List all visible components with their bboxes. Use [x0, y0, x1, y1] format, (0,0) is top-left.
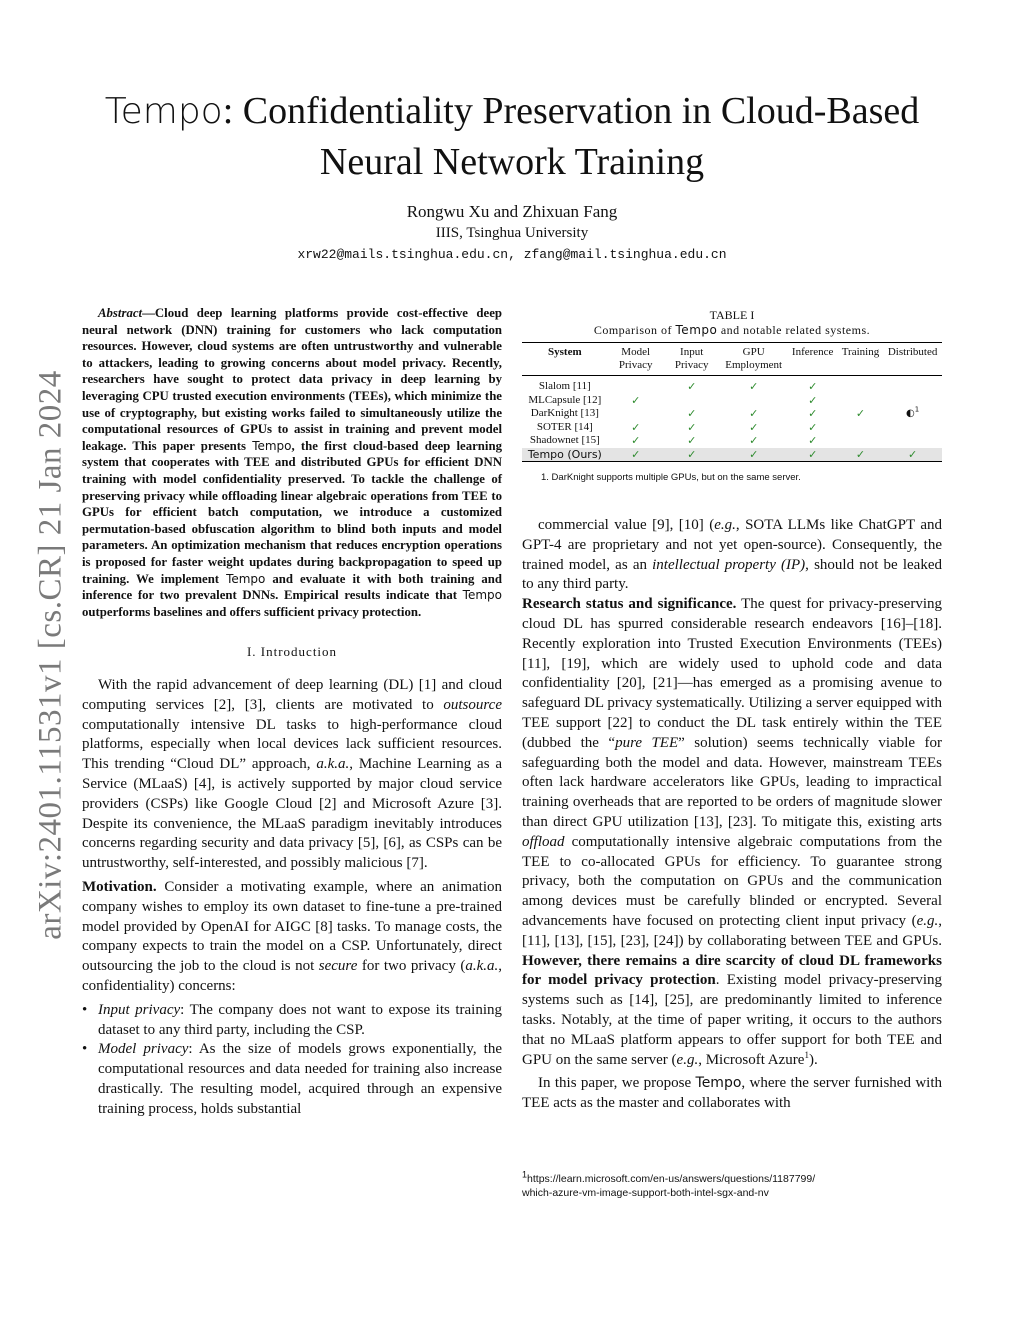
list-item: • Input privacy: The company does not want to expose its training dataset to any third party, including the CSP.	[96, 1001, 502, 1041]
table-header: GPU Employment	[725, 346, 783, 371]
right-paragraph-1: commercial value [9], [10] (e.g., SOTA LLMs like ChatGPT and GPT-4 are proprietary and not yet open-source). Consequently, the trained model, as an intellectual property (IP), should not be leaked to any third party.	[522, 517, 942, 593]
table-row-ours: Tempo (Ours) ✓ ✓ ✓ ✓ ✓ ✓	[522, 448, 942, 462]
comparison-table	[522, 342, 942, 462]
table-header: Input Privacy	[674, 346, 709, 371]
table-row: Shadownet [15] ✓ ✓ ✓ ✓	[529, 434, 818, 448]
table-caption: Comparison of Tempo and notable related systems.	[593, 323, 871, 337]
table-number: TABLE I	[709, 308, 755, 322]
affiliation: IIIS, Tsinghua University	[435, 225, 589, 241]
system-name: Tempo	[252, 438, 292, 453]
footnote-url-cont[interactable]: which-azure-vm-image-support-both-intel-sgx-and-nv	[522, 1187, 769, 1199]
table-header: System	[548, 346, 582, 358]
title-line2: Neural Network Training	[319, 141, 705, 183]
system-name: Tempo	[226, 571, 266, 586]
table-header-row	[522, 343, 942, 376]
half-circle-icon: ◐	[906, 408, 915, 420]
footnote-mark: 1	[522, 1169, 528, 1180]
research-status-heading: Research status and significance.	[522, 596, 737, 613]
table-header: Distributed	[887, 346, 938, 358]
abstract-lead: Abstract	[98, 306, 143, 320]
table-header: Training	[841, 346, 880, 358]
table-header: Inference	[791, 346, 834, 358]
authors: Rongwu Xu and Zhixuan Fang	[406, 202, 618, 221]
research-status-paragraph: Research status and significance. The quest for privacy-preserving cloud DL has spurred considerable research endeavors [16]–[18]. Recently exploration into Trusted Execution Environments (TEEs) [11], [19], which are widely used to uphold code and data confidentiality [20], [21]—has emerged as a promising avenue to safeguard DL privacy systematically. Utilizing a server equipped with TEE support [22] to conduct the DL task entirely within the TEE (dubbed the “pure TEE” solution) seems technically viable for safeguarding both the model and data. However, mainstream TEEs often lack hardware accelerators like GPUs, leading to impractical training overheads that are reported to be orders of magnitude slower than direct GPU utilization [13], [23]. To mitigate this, existing arts offload computationally intensive algebraic computations from the TEE to co-allocated GPUs for efficiency. To guarantee strong privacy, both the computation on GPUs and the communication among devices must be carefully blinded or encrypted. Several advancements have focused on protecting client input privacy (e.g., [11], [13], [15], [23], [24]) by collaborating between TEE and GPUs. However, there remains a dire scarcity of cloud DL frameworks for model privacy protection. Existing model privacy-preserving systems such as [14], [25], are predominantly limited to inference tasks. Notably, at the time of paper writing, it occurs to the authors that no MLaaS platform appears to offer support for both TEE and GPU on the same server (e.g., Microsoft Azure$^1$).	[522, 596, 943, 1068]
right-paragraph-last: In this paper, we propose Tempo, where the server furnished with TEE acts as the master and collaborates with	[522, 1075, 942, 1112]
emails: xrw22@mails.tsinghua.edu.cn, zfang@mail.tsinghua.edu.cn	[297, 247, 727, 262]
right-column	[522, 516, 942, 1114]
footnote-url[interactable]: https://learn.microsoft.com/en-us/answers/questions/1187799/	[527, 1173, 816, 1185]
table-row: Slalom [11] ✓ ✓ ✓	[538, 380, 818, 394]
paper-title	[60, 86, 964, 187]
table-row: SOTER [14] ✓ ✓ ✓ ✓	[536, 420, 818, 434]
title-system-name: Tempo	[104, 91, 223, 132]
system-name: Tempo	[462, 588, 502, 603]
partial-support-cell: ◐$^1$	[906, 405, 920, 420]
title-line1: : Confidentiality Preservation in Cloud-Based	[222, 90, 920, 132]
abstract: Abstract—Cloud deep learning platforms provide cost-effective deep neural network (DNN) training for customers who lack computation resources. However, cloud systems are often untrustworthy and vulnerable to attackers, leading to growing concerns about model privacy. Recently, researchers have sought to protect data privacy in deep learning by leveraging CPU trusted execution environments (TEEs), which minimize the use of cryptography, but existing works failed to simultaneously utilize the computational resources of GPUs to assist in training and prevent model leakage. This paper presents Tempo, the first cloud-based deep learning system that cooperates with TEE and distributed GPUs for efficient DNN training with model confidentiality preserved. To tackle the challenge of preserving privacy while offloading linear algebraic operations from TEE to GPUs for efficient batch computation, we introduce a customized permutation-based obfuscation algorithm to blind both inputs and model parameters. An optimization mechanism that reduces encryption operations is proposed for faster weight updates during backpropagation to speed up training. We implement Tempo and evaluate it with both training and inference for two prevalent DNNs. Empirical results indicate that Tempo outperforms baselines and offers sufficient privacy protection.	[82, 306, 502, 619]
table-row: DarKnight [13] ✓ ✓ ✓ ✓ ◐$^1$	[522, 407, 942, 421]
motivation-heading: Motivation.	[82, 879, 157, 896]
arxiv-stamp	[30, 360, 72, 950]
section-heading-introduction: I. Introduction	[246, 644, 338, 660]
left-column	[82, 305, 502, 1120]
arxiv-id: arXiv:2401.11531v1 [cs.CR] 21 Jan 2024	[32, 370, 69, 940]
list-item: • Model privacy: As the size of models grows exponentially, the computational resources and data needed for training also increase drastically. The resulting model, acquired through an expensive training process, holds substantial	[96, 1040, 502, 1119]
privacy-concerns-list	[82, 1001, 502, 1120]
intro-paragraph-1: With the rapid advancement of deep learning (DL) [1] and cloud computing services [2], [3], clients are motivated to outsource computationally intensive DL tasks to high-performance cloud platforms, especially when local devices lack sufficient resources. This trending “Cloud DL” approach, a.k.a., Machine Learning as a Service (MLaaS) [4], is actively supported by major cloud service providers (CSPs) like Google Cloud [2] and Microsoft Azure [3]. Despite its convenience, the MLaaS paradigm inevitably introduces concerns regarding security and data privacy [5], [6], as CSPs can be untrustworthy, self-interested, and possibly malicious [7].	[82, 677, 502, 872]
motivation-paragraph: Motivation. Consider a motivating example, where an animation company wishes to employ its own dataset to fine-tune a pre-trained model provided by OpenAI for AIGC [8] tasks. To manage costs, the company expects to train the model on a CSP. Unfortunately, direct outsourcing the job to the cloud is not secure for two privacy (a.k.a., confidentiality) concerns:	[82, 879, 502, 995]
table-row: MLCapsule [12] ✓ ✓	[528, 393, 818, 407]
table-header: Model Privacy	[618, 346, 653, 371]
table-note: 1. DarKnight supports multiple GPUs, but on the same server.	[541, 472, 801, 483]
footnote	[522, 1169, 942, 1200]
